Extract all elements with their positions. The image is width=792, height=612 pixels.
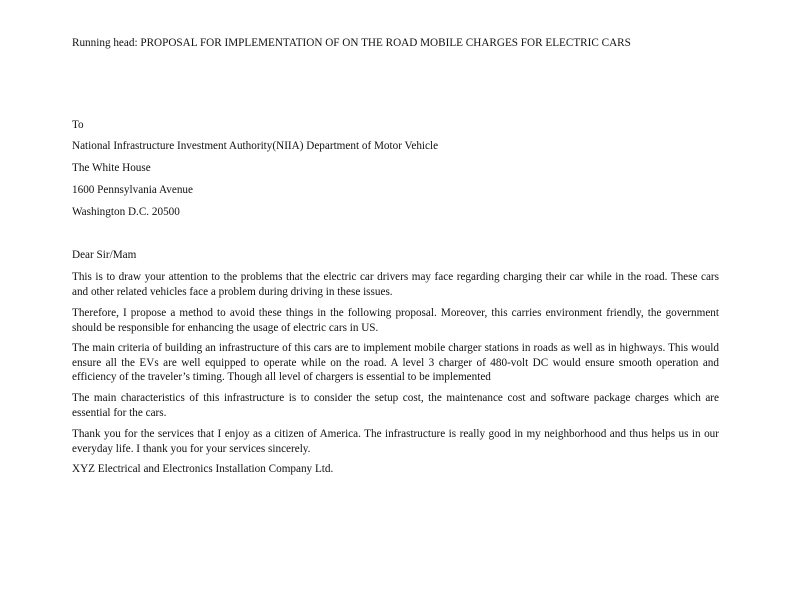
recipient-line-1: National Infrastructure Investment Authority(NIIA) Department of Motor Vehicle <box>72 140 439 152</box>
running-head: Running head: PROPOSAL FOR IMPLEMENTATION OF ON THE ROAD MOBILE CHARGES FOR ELECTRIC CARS <box>72 37 631 49</box>
recipient-line-2: The White House <box>72 162 151 174</box>
body-paragraph-2: Therefore, I propose a method to avoid these things in the following proposal. Moreover, this carries environment friendly, the government should be responsible for enhancing the usage of electric cars in US. <box>72 307 719 334</box>
recipient-to: To <box>72 119 84 131</box>
body-paragraph-1: This is to draw your attention to the problems that the electric car drivers may face regarding charging their car while in the road. These cars and other related vehicles face a problem during driving in these issues. <box>72 271 719 298</box>
recipient-line-3: 1600 Pennsylvania Avenue <box>72 184 193 196</box>
body-paragraph-4: The main characteristics of this infrastructure is to consider the setup cost, the maintenance cost and software package charges which are essential for the cars. <box>72 392 719 419</box>
body-paragraph-3: The main criteria of building an infrastructure of this cars are to implement mobile charger stations in roads as well as in highways. This would ensure all the EVs are well equipped to operate while on the road. A level 3 charger of 480-volt DC would ensure smooth operation and efficiency of the traveler’s timing. Though all level of chargers is essential to be implemented <box>72 342 719 383</box>
salutation: Dear Sir/Mam <box>72 249 137 261</box>
signature: XYZ Electrical and Electronics Installation Company Ltd. <box>72 463 334 475</box>
body-paragraph-5: Thank you for the services that I enjoy as a citizen of America. The infrastructure is really good in my neighborhood and thus helps us in our everyday life. I thank you for your services sincerely. <box>72 428 719 455</box>
recipient-line-4: Washington D.C. 20500 <box>72 206 180 218</box>
